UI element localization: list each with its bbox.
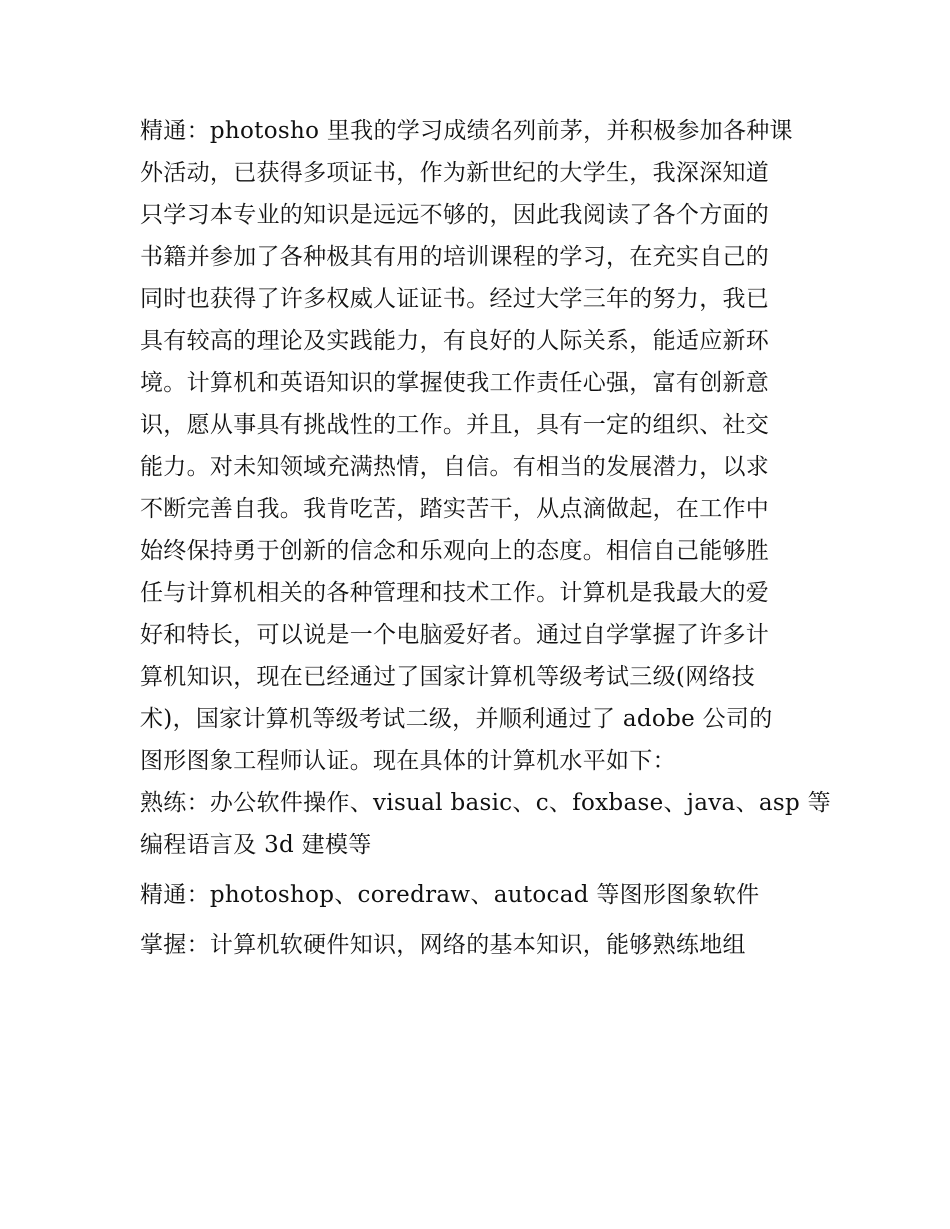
text-line: 境。计算机和英语知识的掌握使我工作责任心强，富有创新意 [140,370,770,396]
text-line: 算机知识，现在已经通过了国家计算机等级考试三级(网络技 [140,664,756,690]
skill-line-mastered: 掌握：计算机软硬件知识，网络的基本知识，能够熟练地组 [140,932,746,958]
text-line: 具有较高的理论及实践能力，有良好的人际关系，能适应新环 [140,328,770,354]
text-line: 能力。对未知领域充满热情，自信。有相当的发展潜力，以求 [140,454,770,480]
text-line: 书籍并参加了各种极其有用的培训课程的学习，在充实自己的 [140,244,770,270]
text-line: 好和特长，可以说是一个电脑爱好者。通过自学掌握了许多计 [140,622,770,648]
skill-line-expert: 精通：photoshop、coredraw、autocad 等图形图象软件 [140,882,760,908]
skill-line-proficient-cont: 编程语言及 3d 建模等 [140,832,372,858]
text-line: 图形图象工程师认证。现在具体的计算机水平如下： [140,748,676,774]
text-line: 同时也获得了许多权威人证证书。经过大学三年的努力，我已 [140,286,770,312]
text-line: 始终保持勇于创新的信念和乐观向上的态度。相信自己能够胜 [140,538,770,564]
text-line: 任与计算机相关的各种管理和技术工作。计算机是我最大的爱 [140,580,770,606]
text-line: 外活动，已获得多项证书，作为新世纪的大学生，我深深知道 [140,160,770,186]
text-line: 不断完善自我。我肯吃苦，踏实苦干，从点滴做起，在工作中 [140,496,770,522]
skill-line-proficient: 熟练：办公软件操作、visual basic、c、foxbase、java、asp 等 [140,790,831,816]
document-body [140,110,831,966]
text-line: 精通：photosho 里我的学习成绩名列前茅，并积极参加各种课 [140,118,793,144]
text-line: 术)，国家计算机等级考试二级，并顺利通过了 adobe 公司的 [140,706,773,732]
text-line: 只学习本专业的知识是远远不够的，因此我阅读了各个方面的 [140,202,770,228]
text-line: 识，愿从事具有挑战性的工作。并且，具有一定的组织、社交 [140,412,770,438]
